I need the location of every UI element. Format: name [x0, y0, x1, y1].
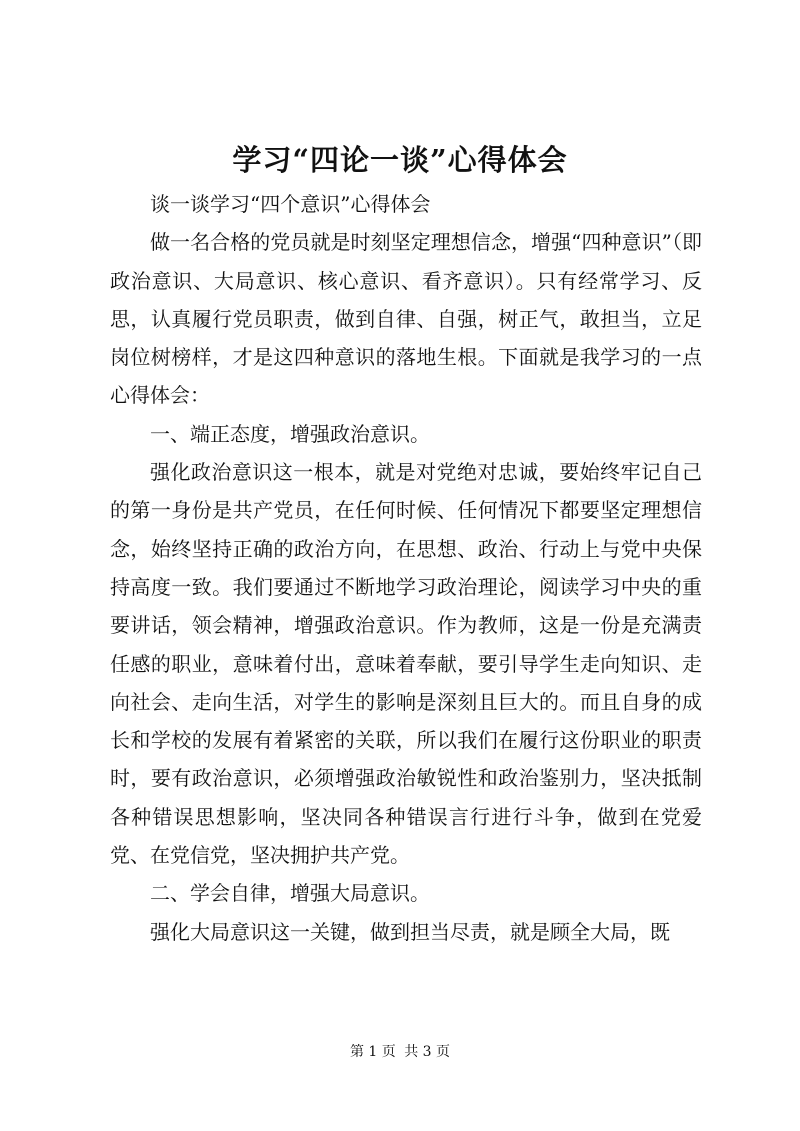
page-total: 共 3 页 — [404, 1044, 451, 1060]
subtitle-paragraph: 谈一谈学习“四个意识”心得体会 — [150, 192, 431, 216]
section-2-paragraph: 强化大局意识这一关键，做到担当尽责，就是顾全大局，既 — [150, 919, 670, 944]
page-number: 第 1 页 — [349, 1044, 396, 1060]
page-footer — [0, 1042, 800, 1062]
document-title: 学习“四论一谈”心得体会 — [232, 143, 568, 177]
section-1-paragraph: 强化政治意识这一根本，就是对党绝对忠诚，要始终牢记自己的第一身份是共产党员，在任何时候、任何情况下都要坚定理想信念，始终坚持正确的政治方向，在思想、政治、行动上与党中央保持高度一致。我们要通过不断地学习政治理论，阅读学习中央的重要讲话，领会精神，增强政治意识。作为教师，这是一份是充满责任感的职业，意味着付出，意味着奉献，要引导学生走向知识、走向社会、走向生活，对学生的影响是深刻且巨大的。而且自身的成长和学校的发展有着紧密的关联，所以我们在履行这份职业的职责时，要有政治意识，必须增强政治敏锐性和政治鉴别力，坚决抵制各种错误思想影响，坚决同各种错误言行进行斗争，做到在党爱党、在党信党，坚决拥护共产党。 — [110, 460, 702, 868]
section-heading-2: 二、学会自律，增强大局意识。 — [150, 881, 430, 906]
document-body — [110, 185, 702, 951]
intro-paragraph: 做一名合格的党员就是时刻坚定理想信念，增强“四种意识”（即政治意识、大局意识、核心意识、看齐意识）。只有经常学习、反思，认真履行党员职责，做到自律、自强，树正气，敢担当，立足岗位树榜样，才是这四种意识的落地生根。下面就是我学习的一点心得体会： — [110, 230, 702, 408]
section-heading-1: 一、端正态度，增强政治意识。 — [150, 421, 430, 446]
